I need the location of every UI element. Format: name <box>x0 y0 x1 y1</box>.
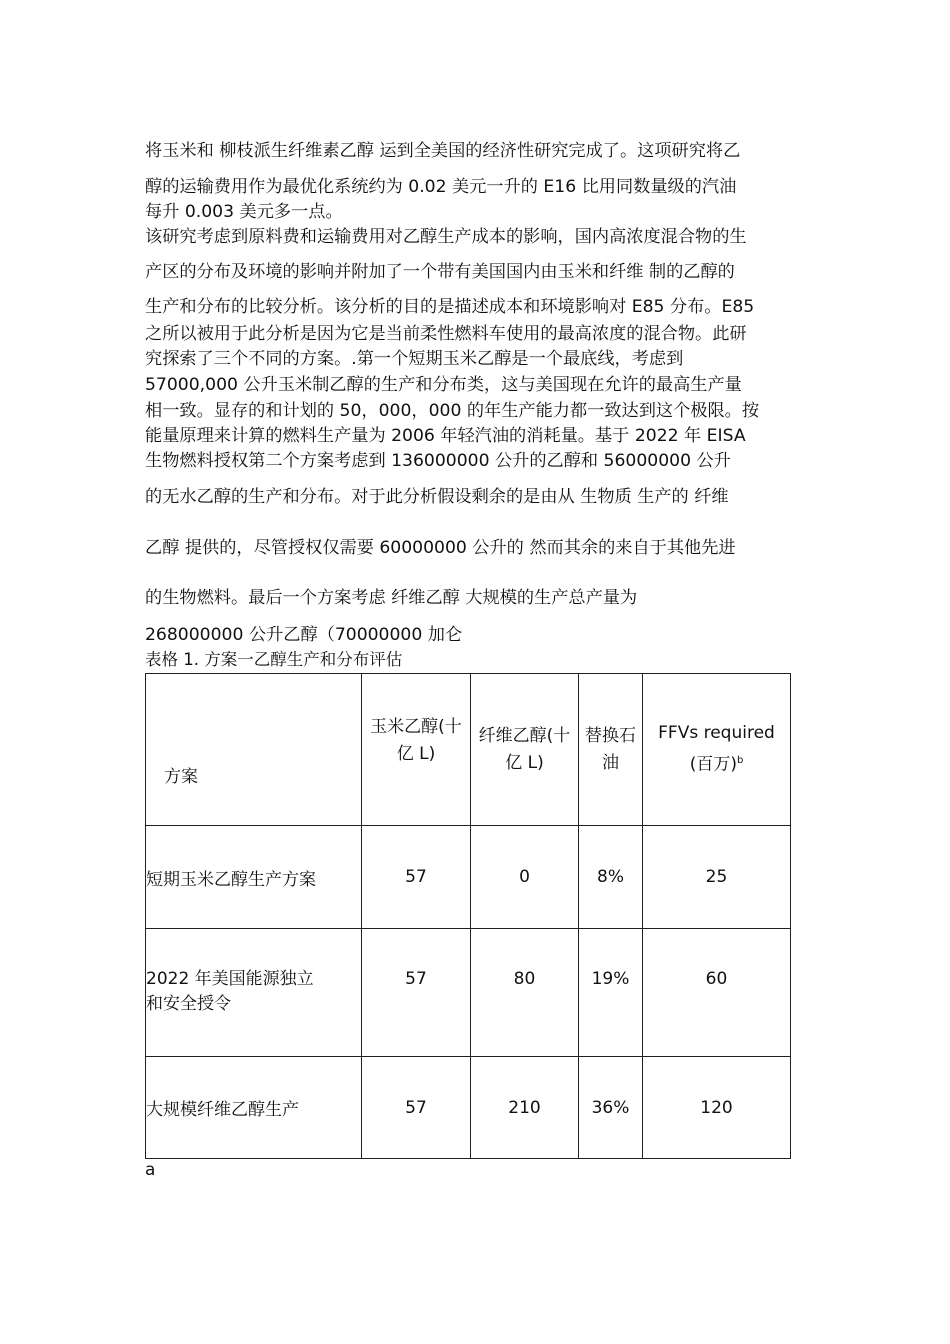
paragraph-line: 268000000 公升乙醇（70000000 加仑 <box>145 625 463 645</box>
paragraph-line: 醇的运输费用作为最优化系统约为 0.02 美元一升的 E16 比用同数量级的汽油 <box>145 177 737 197</box>
row-corn: 57 <box>362 826 471 929</box>
table-header-row <box>146 674 791 826</box>
row-oil: 19% <box>579 929 643 1057</box>
paragraph-line: 的无水乙醇的生产和分布。对于此分析假设剩余的是由从 生物质 生产的 纤维 <box>145 487 729 507</box>
paragraph-line: 将玉米和 柳枝派生纤维素乙醇 运到全美国的经济性研究完成了。这项研究将乙 <box>145 141 741 161</box>
header-cell-line1: 纤维乙醇(十 <box>478 725 571 746</box>
paragraph-line: 能量原理来计算的燃料生产量为 2006 年轻汽油的消耗量。基于 2022 年 EISA <box>145 426 746 446</box>
row-scenario <box>146 826 362 929</box>
row-corn: 57 <box>362 1057 471 1159</box>
row-scenario-line2: 和安全授令 <box>146 994 231 1014</box>
row-cellulosic: 210 <box>471 1057 579 1159</box>
row-oil: 36% <box>579 1057 643 1159</box>
header-corn-ethanol <box>362 674 471 826</box>
paragraph-line: 究探索了三个不同的方案。.第一个短期玉米乙醇是一个最底线，考虑到 <box>145 349 684 369</box>
row-oil: 8% <box>579 826 643 929</box>
header-ffvs-required <box>643 674 791 826</box>
paragraph-line: 之所以被用于此分析是因为它是当前柔性燃料车使用的最高浓度的混合物。此研 <box>145 324 747 344</box>
ethanol-scenario-table <box>145 673 791 1159</box>
paragraph-line: 的生物燃料。最后一个方案考虑 纤维乙醇 大规模的生产总产量为 <box>145 588 638 608</box>
paragraph-line: 57000,000 公升玉米制乙醇的生产和分布类，这与美国现在允许的最高生产量 <box>145 375 742 395</box>
table-row <box>146 826 791 929</box>
header-ffv-line1: FFVs required <box>658 723 775 744</box>
header-ffv-line2 <box>643 747 790 779</box>
paragraph-line: 乙醇 提供的，尽管授权仅需要 60000000 公升的 然而其余的来自于其他先进 <box>145 538 736 558</box>
table-row <box>146 1057 791 1159</box>
footnote-marker-b: b <box>736 755 744 767</box>
paragraph-line: 生产和分布的比较分析。该分析的目的是描述成本和环境影响对 E85 分布。E85 <box>145 297 755 317</box>
row-ffvs: 60 <box>643 929 791 1057</box>
row-cellulosic: 80 <box>471 929 579 1057</box>
footnote-a: a <box>145 1160 156 1180</box>
paragraph-line: 生物燃料授权第二个方案考虑到 136000000 公升的乙醇和 56000000 公升 <box>145 451 731 471</box>
table-row <box>146 929 791 1057</box>
paragraph-line: 每升 0.003 美元多一点。 <box>145 202 343 222</box>
row-corn: 57 <box>362 929 471 1057</box>
paragraph-line: 产区的分布及环境的影响并附加了一个带有美国国内由玉米和纤维 制的乙醇的 <box>145 262 735 282</box>
paragraph-line: 相一致。显存的和计划的 50，000，000 的年生产能力都一致达到这个极限。按 <box>145 401 760 421</box>
row-scenario <box>146 929 362 1057</box>
header-cell-line2: 亿 L) <box>505 752 544 773</box>
header-ffv-line2-text: (百万) <box>689 754 737 775</box>
header-corn-line1: 玉米乙醇(十 <box>370 717 462 737</box>
header-scenario: 方案 <box>146 674 362 826</box>
table-caption: 表格 1. 方案一乙醇生产和分布评估 <box>145 650 403 669</box>
row-scenario-line1: 短期玉米乙醇生产方案 <box>146 869 316 890</box>
paragraph-line: 该研究考虑到原料费和运输费用对乙醇生产成本的影响，国内高浓度混合物的生 <box>145 227 747 247</box>
row-scenario-line1: 2022 年美国能源独立 <box>146 969 314 989</box>
row-scenario-line1: 大规模纤维乙醇生产 <box>146 1100 299 1120</box>
header-cellulosic-ethanol <box>471 674 579 826</box>
row-scenario <box>146 1057 362 1159</box>
header-oil-line1: 替换石 <box>585 725 636 746</box>
row-ffvs: 120 <box>643 1057 791 1159</box>
header-corn-line2: 亿 L) <box>396 744 436 764</box>
header-oil-line2: 油 <box>602 752 619 773</box>
row-ffvs: 25 <box>643 826 791 929</box>
header-oil-displaced <box>579 674 643 826</box>
row-cellulosic: 0 <box>471 826 579 929</box>
